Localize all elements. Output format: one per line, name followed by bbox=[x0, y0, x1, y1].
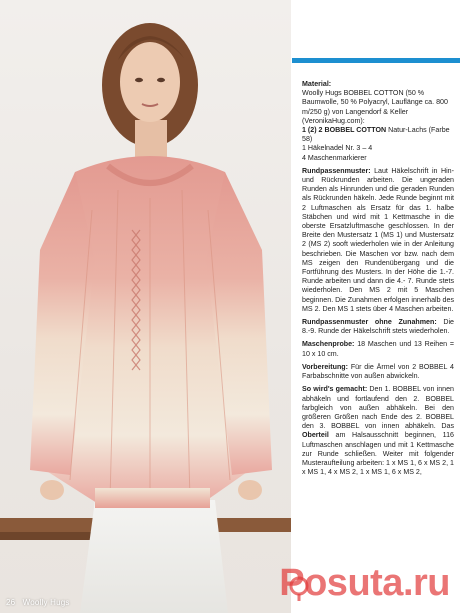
oberteil-text: am Halsausschnitt beginnen, 116 Luftmaschen anschlagen und mit 1 Kettmasche zur Runde schließen. Weiter mit folgender Musteraufteilung arbeiten: 1 x MS 1, 6 x MS 2, 1 x MS 1, 4 x MS 2, 1 x MS 1, 6 x MS 2, bbox=[302, 431, 454, 477]
vorbereitung-label: Vorbereitung: bbox=[302, 362, 348, 371]
rundpassen-text: Laut Häkelschrift in Hin- und Rückrunden arbeiten. Die ungeraden Runden als Hinrunden und die geraden Runden als Rückrunden häkeln. Jede Runde beginnt mit 2 Luftmaschen als Ersatz für das 1. halbe Stäbchen und wird mit 1 Kettmasche in die oberste Ersatzluftmasche geschlossen. In der Breite den Mustersatz 1 (MS 1) und Mustersatz 2 (MS 2) sooft wiederholen wie in der Anleitung beschrieben. Die Maschen vor bzw. nach dem MS zeigen den Rundenübergang und die Fortführung des Musters. In der Höhe die 1.-7. Runde arbeiten und dann die 4.- 7. Runde stets wiederholen. Den MS 2 mit 5 Maschen beginnen. Die Zunahmen erfolgen innerhalb des MS 2. Den MS 1 stets über 4 Maschen arbeiten. bbox=[302, 166, 454, 313]
instructions-column bbox=[302, 80, 454, 481]
page-number: 26 bbox=[6, 598, 16, 607]
maschenprobe-text: 18 Maschen und 13 Reihen = 10 x 10 cm. bbox=[302, 340, 454, 358]
rundpassen-zunahmen-label: Rundpassenmuster ohne Zunahmen: bbox=[302, 318, 437, 327]
rundpassen-label: Rundpassenmuster: bbox=[302, 166, 371, 175]
material-line-3: 1 Häkelnadel Nr. 3 – 4 bbox=[302, 144, 373, 153]
brand-name: Woolly Hugs bbox=[22, 598, 70, 607]
material-section bbox=[302, 80, 454, 163]
material-line-1: Woolly Hugs BOBBEL COTTON (50 % Baumwolle, 50 % Polyacryl, Lauflänge ca. 800 m/250 g) von Langendorf & Keller (VeronikaHug.com): bbox=[302, 89, 448, 125]
header-bar bbox=[292, 0, 460, 64]
accent-stripe bbox=[292, 58, 460, 63]
pants bbox=[80, 500, 228, 613]
material-line-4: 4 Maschenmarkierer bbox=[302, 153, 367, 162]
material-line-2: 1 (2) 2 BOBBEL COTTON Natur-Lachs (Farbe 58) bbox=[302, 126, 450, 144]
material-label: Material: bbox=[302, 80, 332, 88]
watermark: Posuta.ru bbox=[279, 562, 450, 604]
maschenprobe-section bbox=[302, 340, 454, 358]
rundpassen-zunahmen-section bbox=[302, 318, 454, 336]
rundpassen-section bbox=[302, 167, 454, 314]
vorbereitung-text: Für die Ärmel von 2 BOBBEL 4 Farbabschnitte von außen abwickeln. bbox=[302, 362, 454, 381]
vorbereitung-section bbox=[302, 363, 454, 381]
sowirds-text: Den 1. BOBBEL von innen abhäkeln und fortlaufend den 2. BOBBEL farbgleich von außen abhäkeln. Bei den größeren Größen nach Ende des 2. BOBBEL den 3. BOBBEL von innen abhäkeln. Das bbox=[302, 385, 454, 431]
sowirds-label: So wird's gemacht: bbox=[302, 385, 368, 394]
sowirds-section bbox=[302, 385, 454, 477]
oberteil-label: Oberteil bbox=[302, 431, 329, 440]
maschenprobe-label: Maschenprobe: bbox=[302, 340, 355, 349]
rundpassen-zunahmen-text: Die 8.-9. Runde der Häkelschrift stets wiederholen. bbox=[302, 318, 454, 336]
face bbox=[120, 42, 180, 122]
page-footer bbox=[6, 598, 70, 607]
